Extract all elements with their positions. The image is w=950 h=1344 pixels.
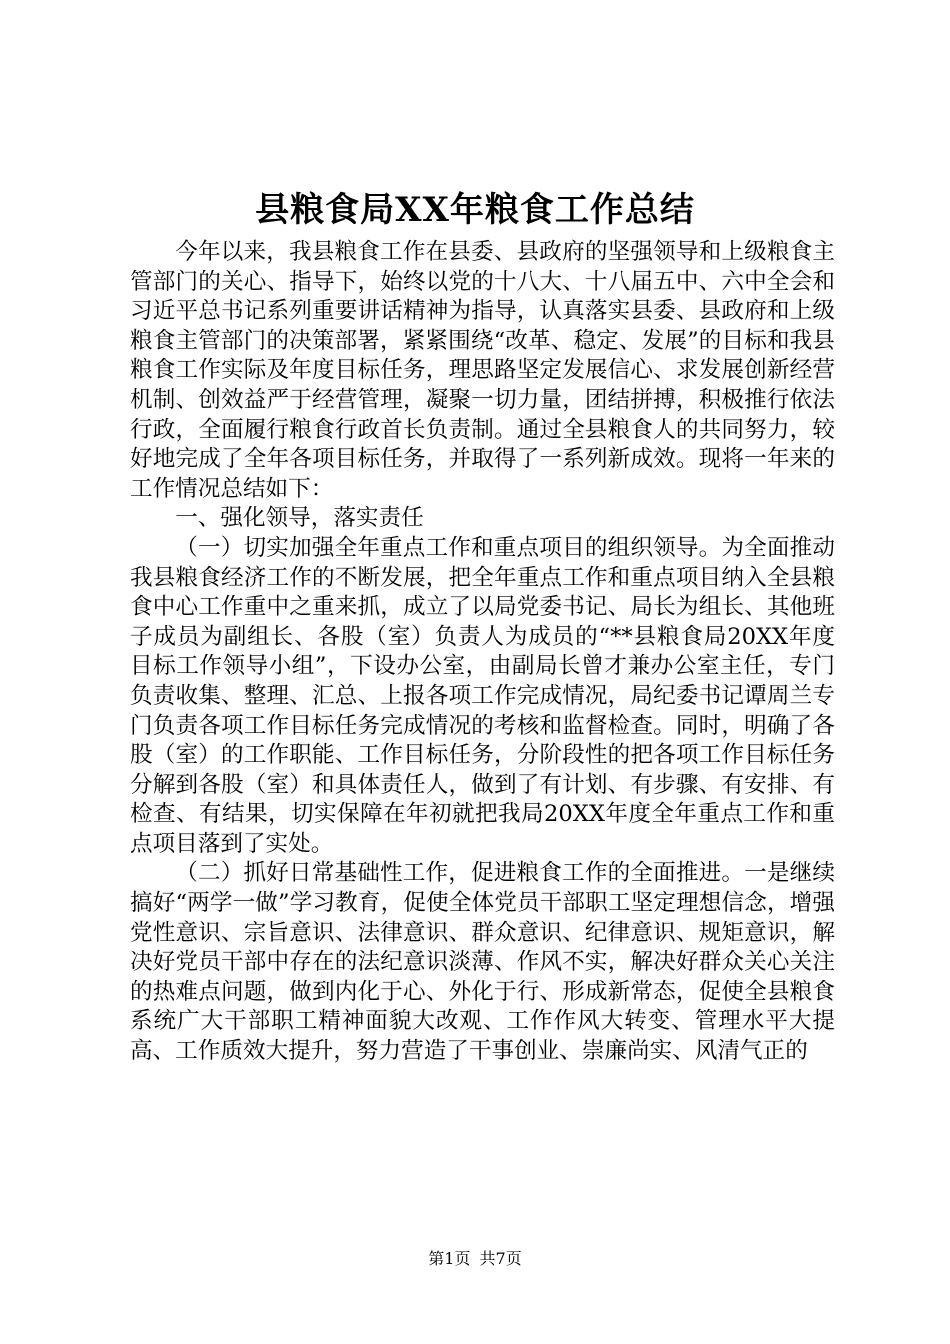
section-heading: 一、强化领导，落实责任 — [175, 505, 424, 532]
page-number: 第1页 — [428, 1249, 471, 1268]
document-body — [130, 238, 835, 1067]
page-total: 共7页 — [479, 1249, 522, 1268]
page-footer — [0, 1246, 950, 1269]
paragraph-item-1: （一）切实加强全年重点工作和重点项目的组织领导。为全面推动我县粮食经济工作的不断发展，把全年重点工作和重点项目纳入全县粮食中心工作重中之重来抓，成立了以局党委书记、局长为组长、其他班子成员为副组长、各股（室）负责人为成员的“**县粮食局20XX年度目标工作领导小组”，下设办公室，由副局长曾才兼办公室主任，专门负责收集、整理、汇总、上报各项工作完成情况，局纪委书记谭周兰专门负责各项工作目标任务完成情况的考核和监督检查。同时，明确了各股（室）的工作职能、工作目标任务，分阶段性的把各项工作目标任务分解到各股（室）和具体责任人，做到了有计划、有步骤、有安排、有检查、有结果，切实保障在年初就把我局20XX年度全年重点工作和重点项目落到了实处。 — [130, 534, 835, 857]
paragraph-intro: 今年以来，我县粮食工作在县委、县政府的坚强领导和上级粮食主管部门的关心、指导下，始终以党的十八大、十八届五中、六中全会和习近平总书记系列重要讲话精神为指导，认真落实县委、县政府和上级粮食主管部门的决策部署，紧紧围绕“改革、稳定、发展”的目标和我县粮食工作实际及年度目标任务，理思路坚定发展信心、求发展创新经营机制、创效益严于经营管理，凝聚一切力量，团结拼搏，积极推行依法行政，全面履行粮食行政首长负责制。通过全县粮食人的共同努力，较好地完成了全年各项目标任务，并取得了一系列新成效。现将一年来的工作情况总结如下： — [130, 239, 835, 502]
paragraph-item-2: （二）抓好日常基础性工作，促进粮食工作的全面推进。一是继续搞好“两学一做”学习教育，促使全体党员干部职工坚定理想信念，增强党性意识、宗旨意识、法律意识、群众意识、纪律意识、规矩意识，解决好党员干部中存在的法纪意识淡薄、作风不实，解决好群众关心关注的热难点问题，做到内化于心、外化于行、形成新常态，促使全县粮食系统广大干部职工精神面貌大改观、工作作风大转变、管理水平大提高、工作质效大提升，努力营造了干事创业、崇廉尚实、风清气正的 — [130, 860, 835, 1065]
document-title: 县粮食局XX年粮食工作总结 — [255, 190, 695, 230]
